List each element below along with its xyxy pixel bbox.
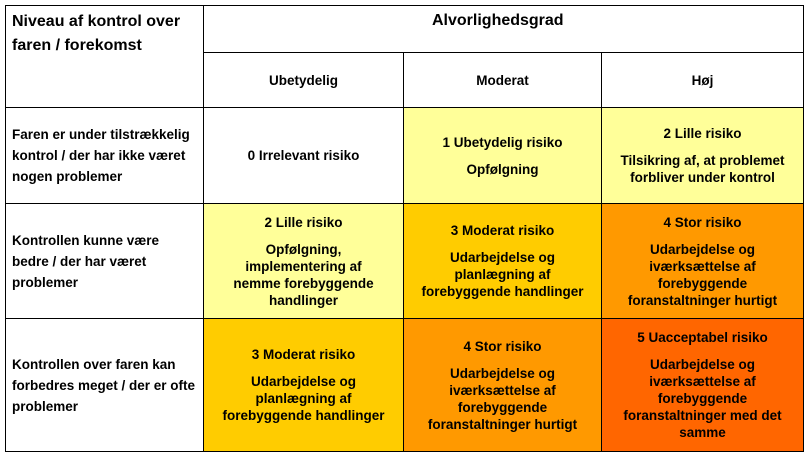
row-label: Kontrollen kunne være bedre / der har været problemer — [6, 204, 204, 319]
table-row — [6, 204, 804, 319]
severity-column-hoej: Høj — [602, 53, 804, 108]
risk-action: Udarbejdelse og iværksættelse af forebyggende foranstaltninger hurtigt — [627, 241, 778, 308]
table-row — [6, 319, 804, 452]
risk-cell — [204, 108, 404, 204]
risk-level: 5 Uacceptabel risiko — [637, 330, 768, 345]
risk-level: 0 Irrelevant risiko — [247, 148, 360, 163]
severity-column-ubetydelig: Ubetydelig — [204, 53, 404, 108]
risk-action: Udarbejdelse og planlægning af forebyggende handlinger — [222, 374, 385, 423]
risk-action: Udarbejdelse og iværksættelse af forebyggende foranstaltninger med det samme — [623, 357, 782, 440]
risk-level: 4 Stor risiko — [463, 338, 542, 354]
control-level-header: Niveau af kontrol over faren / forekomst — [6, 6, 204, 108]
header-row-1 — [6, 6, 804, 53]
risk-cell — [404, 108, 602, 204]
risk-level: 2 Lille risiko — [663, 126, 742, 141]
risk-level: 3 Moderat risiko — [251, 347, 356, 362]
severity-column-moderat: Moderat — [404, 53, 602, 108]
risk-level: 4 Stor risiko — [663, 214, 742, 230]
risk-level: 2 Lille risiko — [264, 214, 343, 230]
risk-cell — [602, 319, 804, 452]
risk-level: 3 Moderat risiko — [450, 223, 555, 238]
risk-cell — [602, 204, 804, 319]
row-label: Faren er under tilstrækkelig kontrol / der har ikke været nogen problemer — [6, 108, 204, 204]
risk-action: Opfølgning, implementering af nemme forebyggende handlinger — [233, 241, 374, 308]
risk-cell — [204, 204, 404, 319]
row-label: Kontrollen over faren kan forbedres meget / der er ofte problemer — [6, 319, 204, 452]
risk-level: 1 Ubetydelig risiko — [442, 134, 563, 150]
risk-action: Opfølgning — [466, 161, 539, 177]
risk-cell — [404, 204, 602, 319]
risk-action: Udarbejdelse og iværksættelse af forebyggende foranstaltninger hurtigt — [427, 365, 578, 432]
risk-action: Udarbejdelse og planlægning af forebyggende handlinger — [421, 250, 584, 299]
risk-cell — [602, 108, 804, 204]
severity-header: Alvorlighedsgrad — [204, 6, 804, 53]
risk-cell — [204, 319, 404, 452]
risk-matrix-table — [5, 5, 804, 452]
risk-cell — [404, 319, 602, 452]
risk-action: Tilsikring af, at problemet forbliver under kontrol — [620, 153, 785, 185]
table-row — [6, 108, 804, 204]
